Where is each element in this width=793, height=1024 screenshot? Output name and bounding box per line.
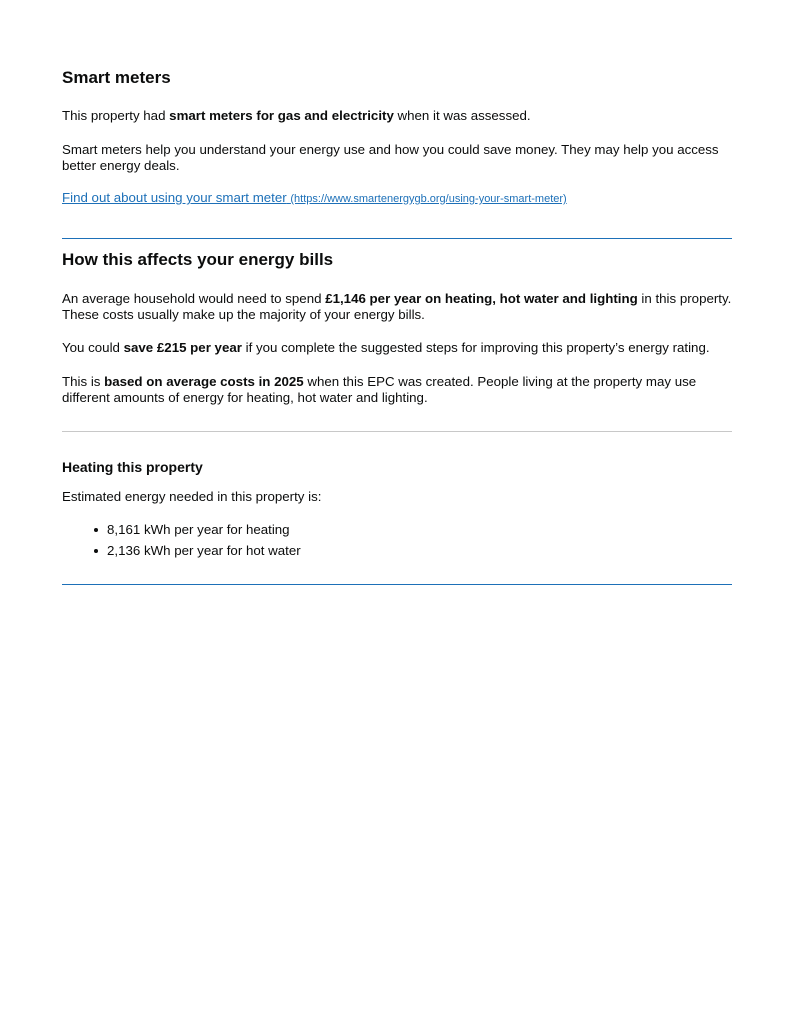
section-divider	[62, 584, 732, 585]
smart-meters-status-text: This property had smart meters for gas and electricity when it was assessed.	[62, 108, 531, 123]
energy-bills-costs-basis-text: This is based on average costs in 2025 when this EPC was created. People living at the property may use different amounts of energy for heating, hot water and lighting.	[62, 374, 697, 405]
list-item: 8,161 kWh per year for heating	[107, 520, 777, 541]
list-item: 2,136 kWh per year for hot water	[107, 541, 777, 562]
energy-bills-heading: How this affects your energy bills	[62, 250, 334, 269]
energy-bills-saving-text: You could save £215 per year if you complete the suggested steps for improving this property’s energy rating.	[62, 340, 710, 355]
smart-meter-link[interactable]: Find out about using your smart meter (https://www.smartenergygb.org/using-your-smart-meter)	[62, 190, 567, 205]
heating-heading: Heating this property	[62, 459, 203, 475]
smart-meters-heading: Smart meters	[62, 68, 171, 87]
heating-energy-list	[62, 520, 777, 561]
subsection-divider	[62, 431, 732, 432]
heating-intro-text: Estimated energy needed in this property is:	[62, 489, 322, 504]
energy-bills-cost-text: An average household would need to spend £1,146 per year on heating, hot water and lighting in this property. These costs usually make up the majority of your energy bills.	[62, 291, 732, 322]
smart-meters-info-text: Smart meters help you understand your energy use and how you could save money. They may help you access better energy deals.	[62, 142, 719, 173]
section-divider	[62, 238, 732, 239]
